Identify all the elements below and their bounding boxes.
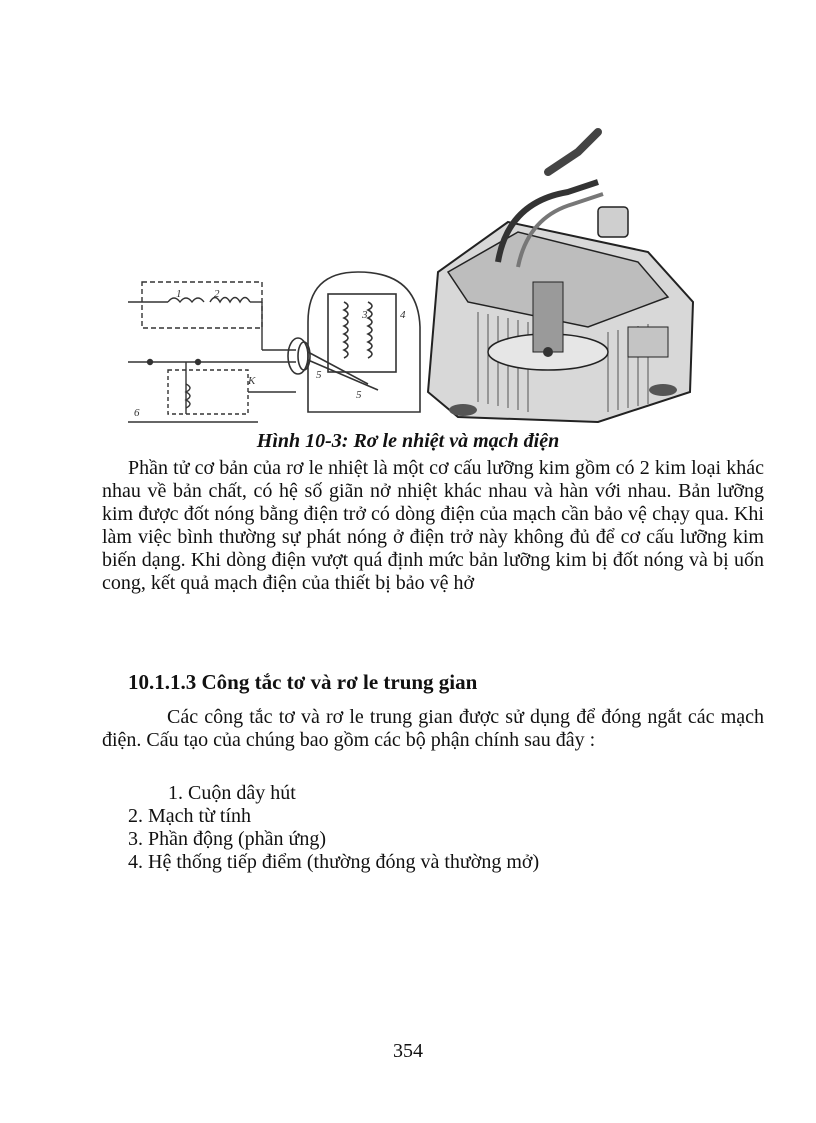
page-number: 354	[393, 1040, 423, 1062]
schematic-label: 5	[356, 389, 362, 401]
schematic-label: 6	[134, 407, 140, 419]
schematic-label: 3	[362, 309, 368, 321]
thermal-relay-figure	[128, 122, 698, 427]
section-heading: 10.1.1.3 Công tắc tơ và rơ le trung gian	[128, 670, 478, 694]
component-list	[128, 782, 539, 874]
circuit-schematic	[128, 282, 296, 422]
schematic-label: 4	[400, 309, 406, 321]
figure-caption: Hình 10-3: Rơ le nhiệt và mạch điện	[256, 430, 560, 452]
relay-housing-drawing	[288, 272, 420, 412]
body-paragraph: Phần tử cơ bản của rơ le nhiệt là một cơ cấu lưỡng kim gồm có 2 kim loại khác nhau về bản chất, có hệ số giãn nở nhiệt khác nhau và hàn với nhau. Bản lưỡng kim được đốt nóng bằng điện trở có dòng điện của mạch cần bảo vệ chạy qua. Khi làm việc bình thường sự phát nóng ở điện trở này không đủ để cơ cấu lưỡng kim biến dạng. Khi dòng điện vượt quá định mức bản lưỡng kim bị đốt nóng và bị uốn cong, kết quả mạch điện của thiết bị bảo vệ hở	[102, 457, 764, 594]
schematic-label: 5	[316, 369, 322, 381]
schematic-label: K	[248, 375, 256, 387]
section-paragraph: Các công tắc tơ và rơ le trung gian được sử dụng để đóng ngắt các mạch điện. Cấu tạo của chúng bao gồm các bộ phận chính sau đây :	[102, 706, 764, 751]
relay-device-drawing	[428, 132, 693, 422]
list-item: 2. Mạch từ tính	[128, 805, 252, 827]
schematic-label: 1	[176, 288, 182, 300]
list-item: 4. Hệ thống tiếp điểm (thường đóng và thường mở)	[128, 851, 540, 873]
schematic-label: 2	[214, 288, 220, 300]
thermal-relay-illustration	[128, 122, 698, 427]
list-item: 1. Cuộn dây hút	[168, 782, 296, 804]
list-item: 3. Phần động (phần ứng)	[128, 828, 327, 850]
